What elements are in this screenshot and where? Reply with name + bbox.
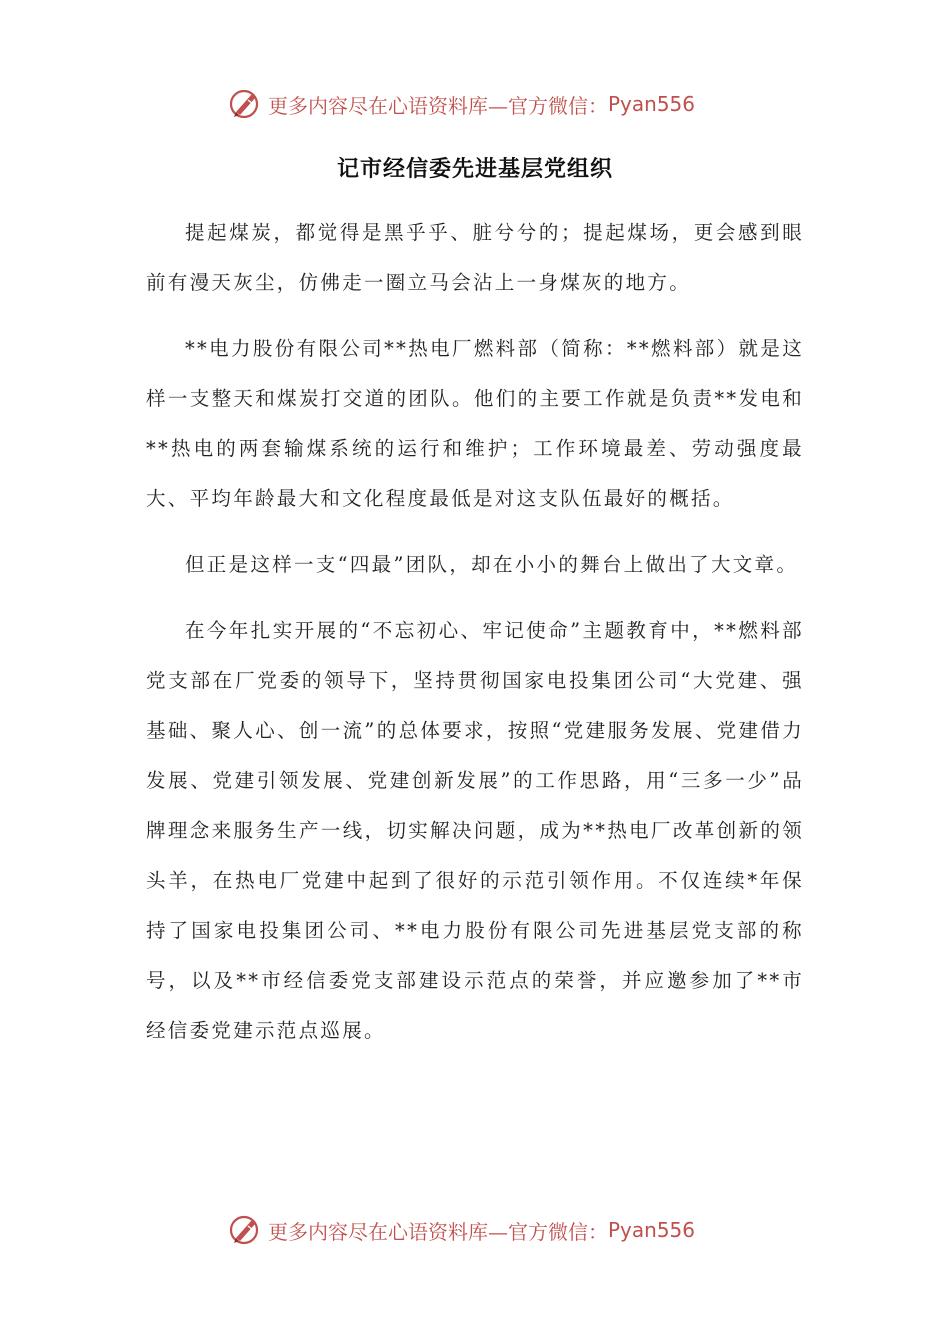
banner-text: 更多内容尽在心语资料库—官方微信：	[268, 93, 608, 118]
pen-logo-icon	[228, 1212, 264, 1248]
article-body	[146, 208, 804, 1072]
banner-text: 更多内容尽在心语资料库—官方微信：	[268, 1219, 608, 1244]
pen-logo-icon	[228, 86, 264, 122]
banner-wechat-id: Pyan556	[608, 92, 696, 116]
paragraph: 提起煤炭，都觉得是黑乎乎、脏兮兮的；提起煤场，更会感到眼前有漫天灰尘，仿佛走一圈立马会沾上一身煤灰的地方。	[146, 221, 804, 294]
footer-banner	[228, 1210, 748, 1250]
paragraph: 在今年扎实开展的“不忘初心、牢记使命”主题教育中，**燃料部党支部在厂党委的领导下，坚持贯彻国家电投集团公司“大党建、强基础、聚人心、创一流”的总体要求，按照“党建服务发展、党建借力发展、党建引领发展、党建创新发展”的工作思路，用“三多一少”品牌理念来服务生产一线，切实解决问题，成为**热电厂改革创新的领头羊，在热电厂党建中起到了很好的示范引领作用。不仅连续*年保持了国家电投集团公司、**电力股份有限公司先进基层党支部的称号，以及**市经信委党支部建设示范点的荣誉，并应邀参加了**市经信委党建示范点巡展。	[146, 619, 804, 1042]
header-banner	[228, 84, 748, 124]
banner-wechat-id: Pyan556	[608, 1218, 696, 1242]
page-title: 记市经信委先进基层党组织	[336, 157, 613, 182]
paragraph: **电力股份有限公司**热电厂燃料部（简称：**燃料部）就是这样一支整天和煤炭打交道的团队。他们的主要工作就是负责**发电和**热电的两套输煤系统的运行和维护；工作环境最差、劳动强度最大、平均年龄最大和文化程度最低是对这支队伍最好的概括。	[146, 337, 804, 510]
paragraph: 但正是这样一支“四最”团队，却在小小的舞台上做出了大文章。	[185, 553, 799, 576]
